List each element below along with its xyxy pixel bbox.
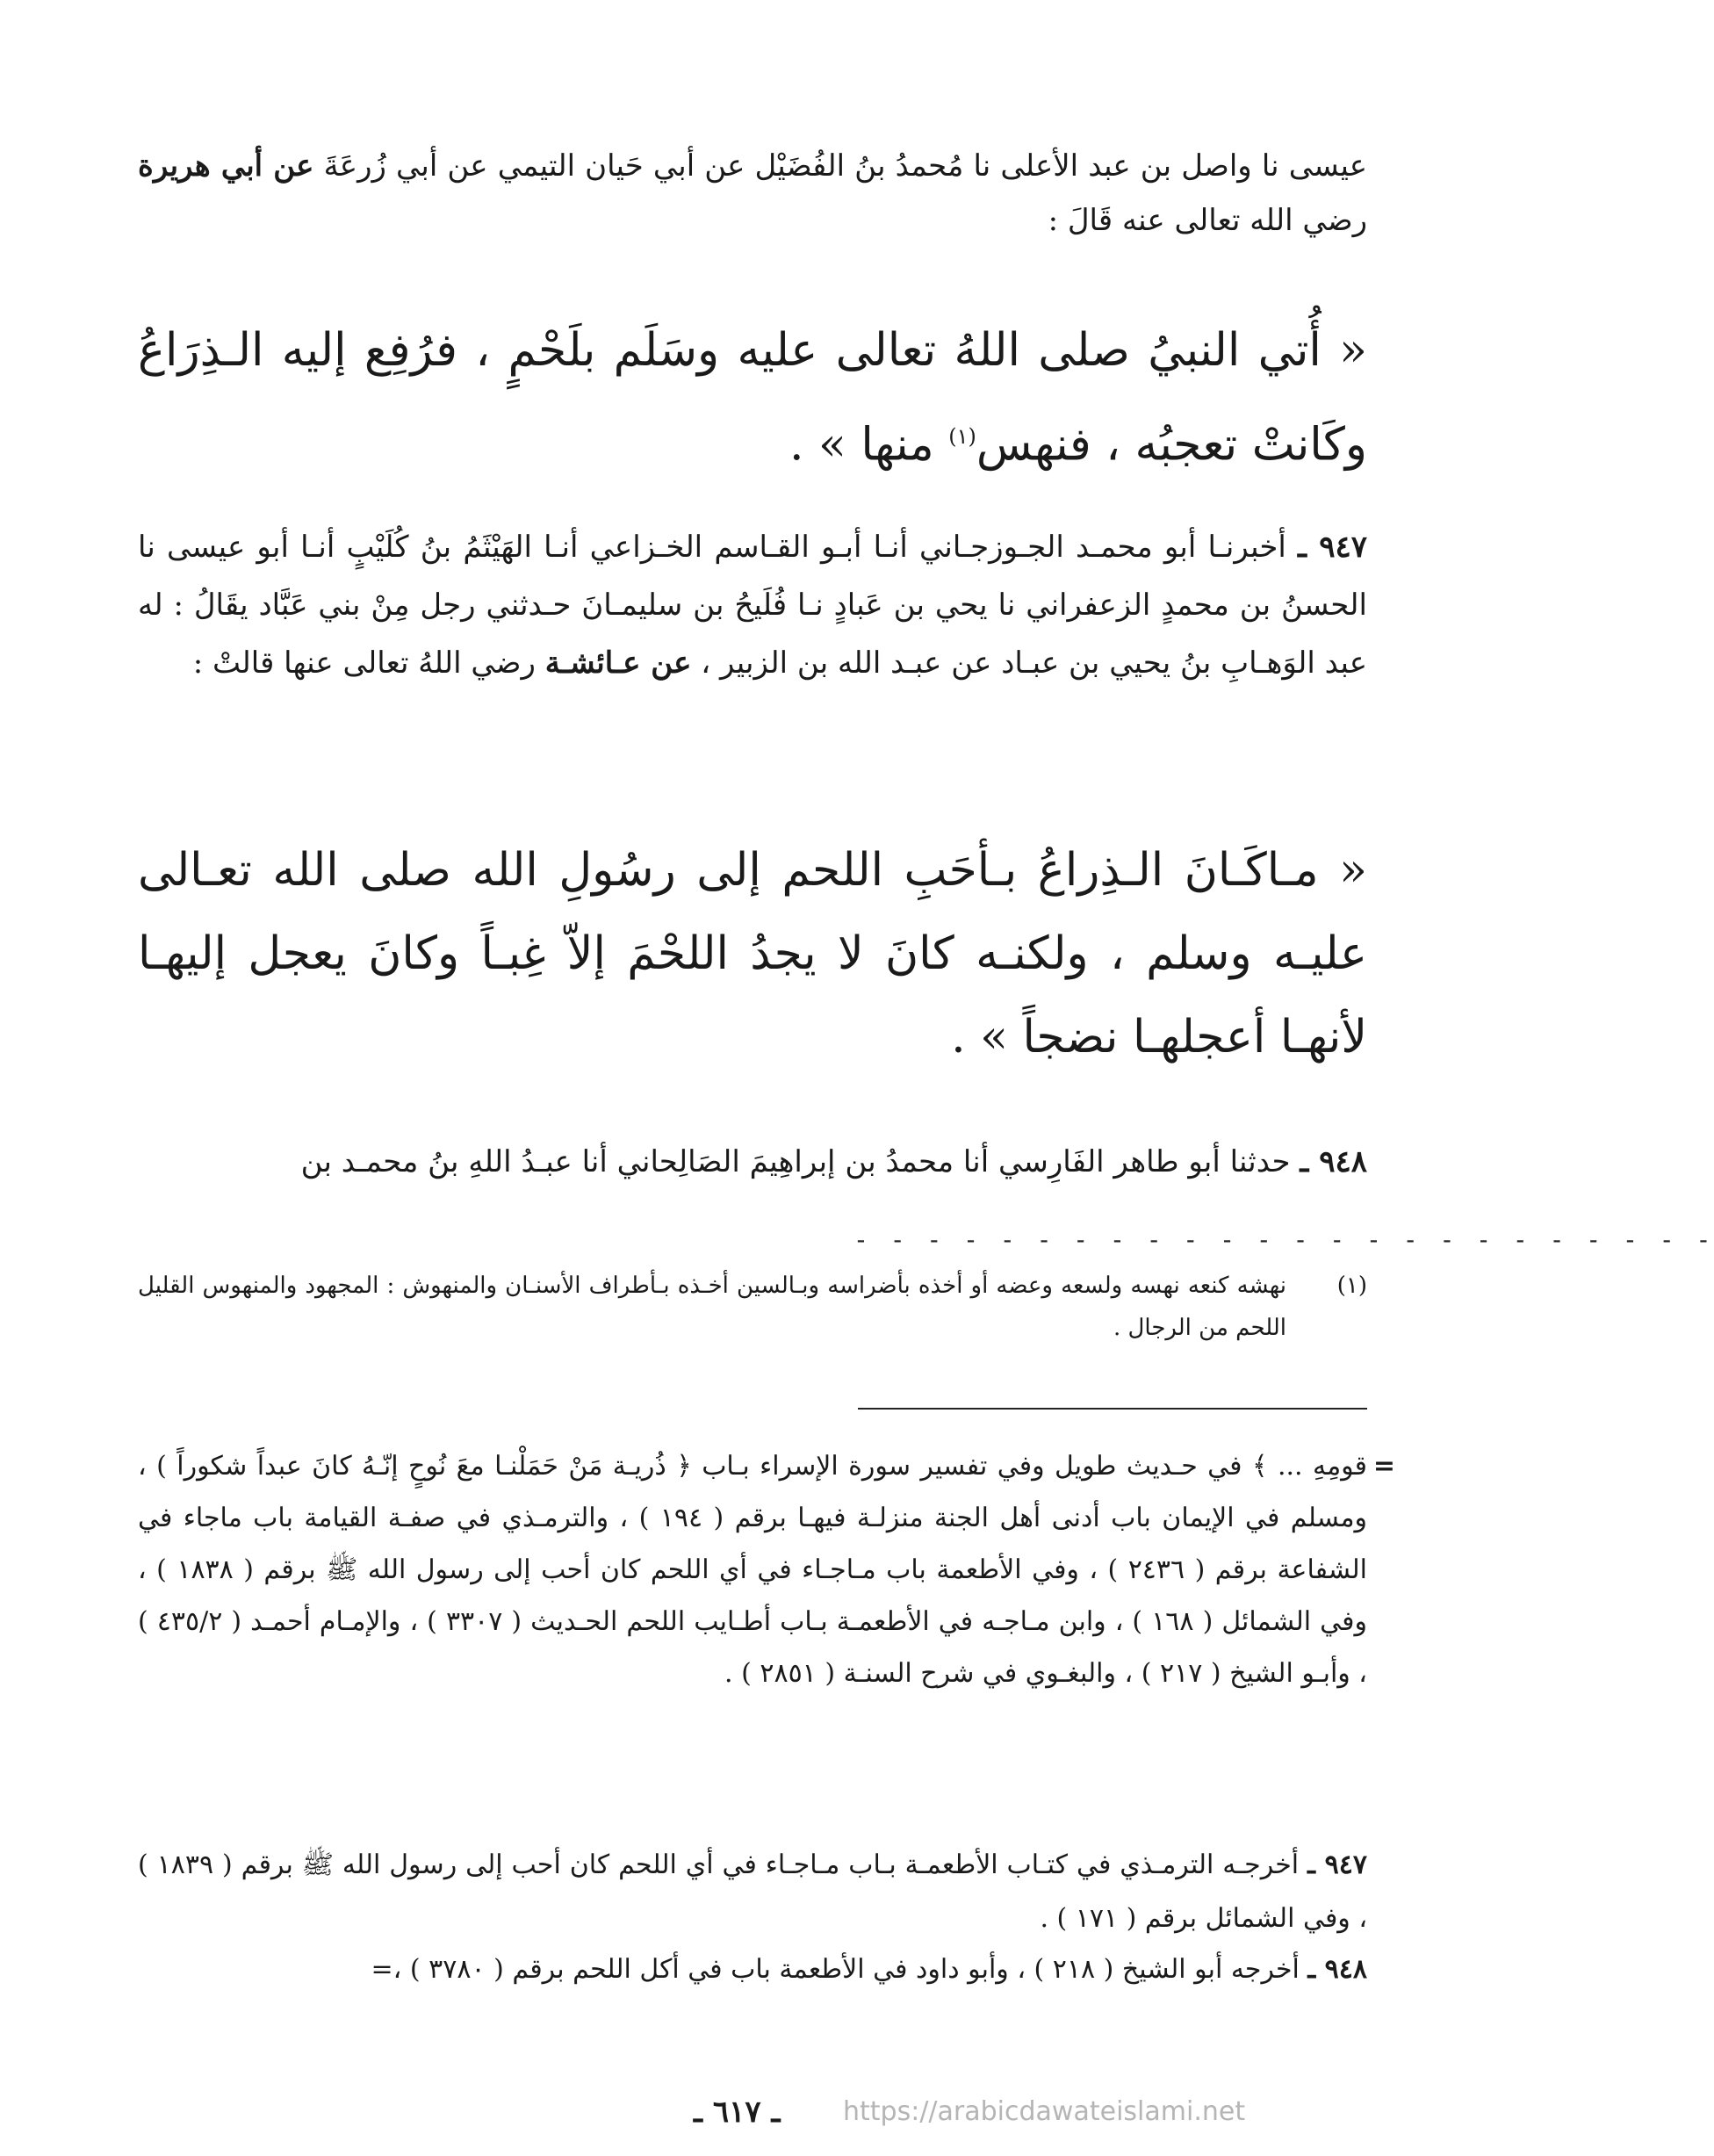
takhrij-number: ٩٤٧ ـ <box>1307 1850 1368 1880</box>
isnad-text: عيسى نا واصل بن عبد الأعلى نا مُحمدُ بنُ الفُضَيْل عن أبي حَيان التيمي عن أبي زُرعَةَ <box>313 148 1367 184</box>
isnad-text: أخبرنـا أبو محمـد الجـوزجـاني أنـا أبـو القـاسم الخـزاعي أنـا الهَيْثَمُ بنُ كُلَيْبٍ أنـا أبو عيسى نا الحسنُ بن محمدٍ الزعفراني نا يحي بن عَبادٍ نـا فُلَيحُ بن سليمـانَ حـدثني رجل مِنْ بني عَبَّاد يقَالُ : له عبد الوَهـابِ بنُ يحيي بن عبـاد عن عبـد الله بن الزبير ، <box>138 530 1367 681</box>
takhrij-number: ٩٤٨ ـ <box>1307 1954 1367 1985</box>
isnad-text: حدثنا أبو طاهر الفَارِسي أنا محمدُ بن إبراهِيمَ الصَالِحاني أنا عبـدُ اللهِ بنُ محمـد بن <box>300 1144 1300 1179</box>
matn-tail: منها » . <box>789 418 949 472</box>
hadith-number: ٩٤٧ ـ <box>1298 530 1367 565</box>
isnad-companion: عن أبي هريرة <box>138 148 314 184</box>
takhrij-text: أخرجه أبو الشيخ ( ٢١٨ ) ، وأبو داود في الأطعمة باب في أكل اللحم برقم ( ٣٧٨٠ ) ،= <box>371 1954 1308 1985</box>
continuation-mark: = <box>1372 1451 1395 1482</box>
matn-text: « أُتي النبيُ صلى اللهُ تعالى عليه وسَلَم بلَحْمٍ ، فرُفِع إليه الـذِرَاعُ وكَانتْ تعجبُه ، فنهس <box>138 324 1367 472</box>
footnote-text: نهشه كنعه نهسه ولسعه وعضه أو أخذه بأضراسه وبـالسين أخـذه بـأطراف الأسنـان والمنهوش : المجهود والمنهوس القليل اللحم من الرجال . <box>138 1273 1286 1341</box>
isnad-tail: رضي الله تعالى عنه قَالَ : <box>1048 203 1367 238</box>
footnote-number: (١) <box>1336 1273 1367 1299</box>
isnad-continuation <box>138 139 1367 248</box>
page-footer <box>0 2095 1508 2138</box>
hadith-948-isnad <box>138 1133 1367 1191</box>
hadith-text-947 <box>138 829 1367 1079</box>
takhrij-text: قومِهِ ... ﴾ في حـديث طويل وفي تفسير سورة الإسراء بـاب ﴿ ذُريـة مَنْ حَمَلْنـا معَ نُوحٍ إنّـهُ كانَ عبداً شكوراً ) ، ومسلم في الإيمان باب أدنى أهل الجنة منزلـة فيهـا برقم ( ١٩٤ ) ، والترمـذي في صفـة القيامة باب ماجاء في الشفاعة برقم ( ٢٤٣٦ ) ، وفي الأطعمة باب مـاجـاء في أي اللحم كان أحب إلى رسول الله ﷺ برقم ( ١٨٣٨ ) ، وفي الشمائل ( ١٦٨ ) ، وابن مـاجـه في الأطعمـة بـاب أطـايب اللحم الحـديث ( ٣٣٠٧ ) ، والإمـام أحمـد ( ٤٣٥/٢ ) ، وأبـو الشيخ ( ٢١٧ ) ، والبغـوي في شرح السنـة ( ٢٨٥١ ) . <box>138 1451 1368 1689</box>
watermark-url: https://arabicdawateislami.net <box>843 2096 1246 2127</box>
takhrij-continuation <box>138 1440 1395 1699</box>
hadith-947-isnad <box>138 518 1367 692</box>
isnad-companion: عن عـائشـة <box>544 645 692 681</box>
footnote-marker: (١) <box>948 424 976 449</box>
takhrij-divider <box>858 1408 1367 1410</box>
footnote-separator: - - - - - - - - - - - - - - - - - - - - - - - - <box>853 1225 1714 1254</box>
footnote <box>138 1265 1367 1349</box>
takhrij-947 <box>138 1838 1367 1945</box>
takhrij-text: أخرجـه الترمـذي في كتـاب الأطعمـة بـاب مـاجـاء في أي اللحم كان أحب إلى رسول الله ﷺ برقم ( ١٨٣٩ ) ، وفي الشمائل برقم ( ١٧١ ) . <box>138 1850 1367 1934</box>
matn-text: « مـاكَـانَ الـذِراعُ بـأحَبِ اللحم إلى رسُولِ الله صلى الله تعـالى عليـه وسلم ، ولكنـه كانَ لا يجدُ اللحْمَ إلاّ غِبـاً وكانَ يعجل إليهـا لأنهـا أعجلهـا نضجاً » . <box>138 844 1367 1064</box>
hadith-number: ٩٤٨ ـ <box>1300 1144 1367 1179</box>
takhrij-948 <box>138 1943 1367 1996</box>
isnad-tail: رضي اللهُ تعالى عنها قالتْ : <box>192 645 545 681</box>
page-number: ـ ٦١٧ ـ <box>694 2095 781 2130</box>
hadith-text-946 <box>138 307 1367 487</box>
